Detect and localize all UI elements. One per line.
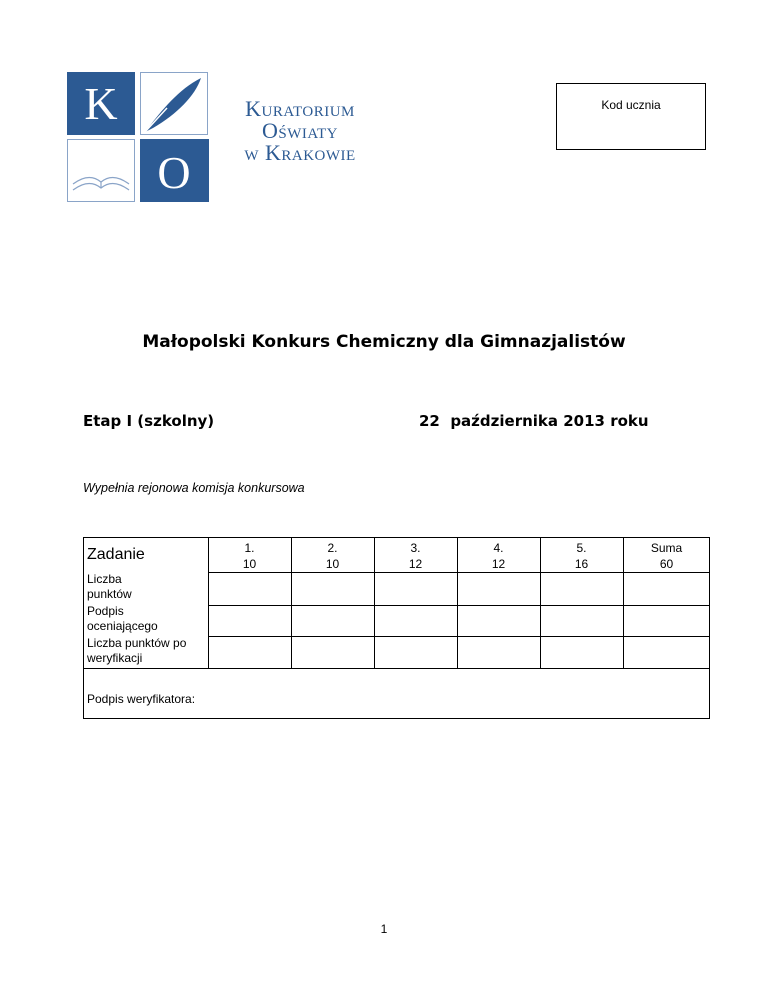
sum-max-points: 60	[659, 557, 674, 571]
logo-line-1: Kuratorium	[245, 96, 355, 121]
task-number: 5.	[576, 541, 587, 555]
page-number: 1	[380, 922, 388, 936]
task-max-points: 10	[325, 557, 340, 571]
task-header	[457, 540, 540, 572]
table-hline	[84, 668, 709, 669]
task-max-points: 16	[574, 557, 589, 571]
task-header	[374, 540, 457, 572]
row-label-points: Liczba punktów	[87, 572, 132, 601]
logo-wordmark	[220, 98, 380, 164]
task-max-points: 12	[408, 557, 423, 571]
student-code-box[interactable]	[556, 83, 706, 150]
logo-tile-book	[68, 140, 135, 202]
date-label: 22 października 2013 roku	[419, 412, 649, 430]
sum-label: Suma	[650, 541, 683, 555]
table-hline	[208, 636, 709, 637]
logo-line-2: Oświaty	[261, 118, 339, 143]
stage-label: Etap I (szkolny)	[83, 412, 215, 430]
zadanie-header: Zadanie	[87, 546, 145, 563]
task-header	[540, 540, 623, 572]
table-hline	[208, 605, 709, 606]
verifier-signature-label: Podpis weryfikatora:	[87, 692, 196, 706]
task-number: 1.	[244, 541, 255, 555]
document-title: Małopolski Konkurs Chemiczny dla Gimnazjalistów	[142, 332, 626, 352]
kuratorium-logo	[67, 72, 209, 202]
task-header	[208, 540, 291, 572]
task-number: 2.	[327, 541, 338, 555]
scoring-table	[83, 537, 710, 719]
logo-letter-k: K	[84, 78, 118, 129]
row-label-verified-points: Liczba punktów po weryfikacji	[87, 636, 187, 665]
sum-header	[623, 540, 710, 572]
logo-line-3: w Krakowie	[244, 140, 356, 165]
task-number: 3.	[410, 541, 421, 555]
student-code-label: Kod ucznia	[601, 98, 661, 112]
task-number: 4.	[493, 541, 504, 555]
logo-letter-o: O	[157, 147, 191, 198]
table-hline	[208, 572, 709, 573]
fill-note: Wypełnia rejonowa komisja konkursowa	[83, 481, 305, 495]
task-header	[291, 540, 374, 572]
row-label-grader-signature: Podpis oceniającego	[87, 604, 158, 633]
task-max-points: 12	[491, 557, 506, 571]
task-max-points: 10	[242, 557, 257, 571]
